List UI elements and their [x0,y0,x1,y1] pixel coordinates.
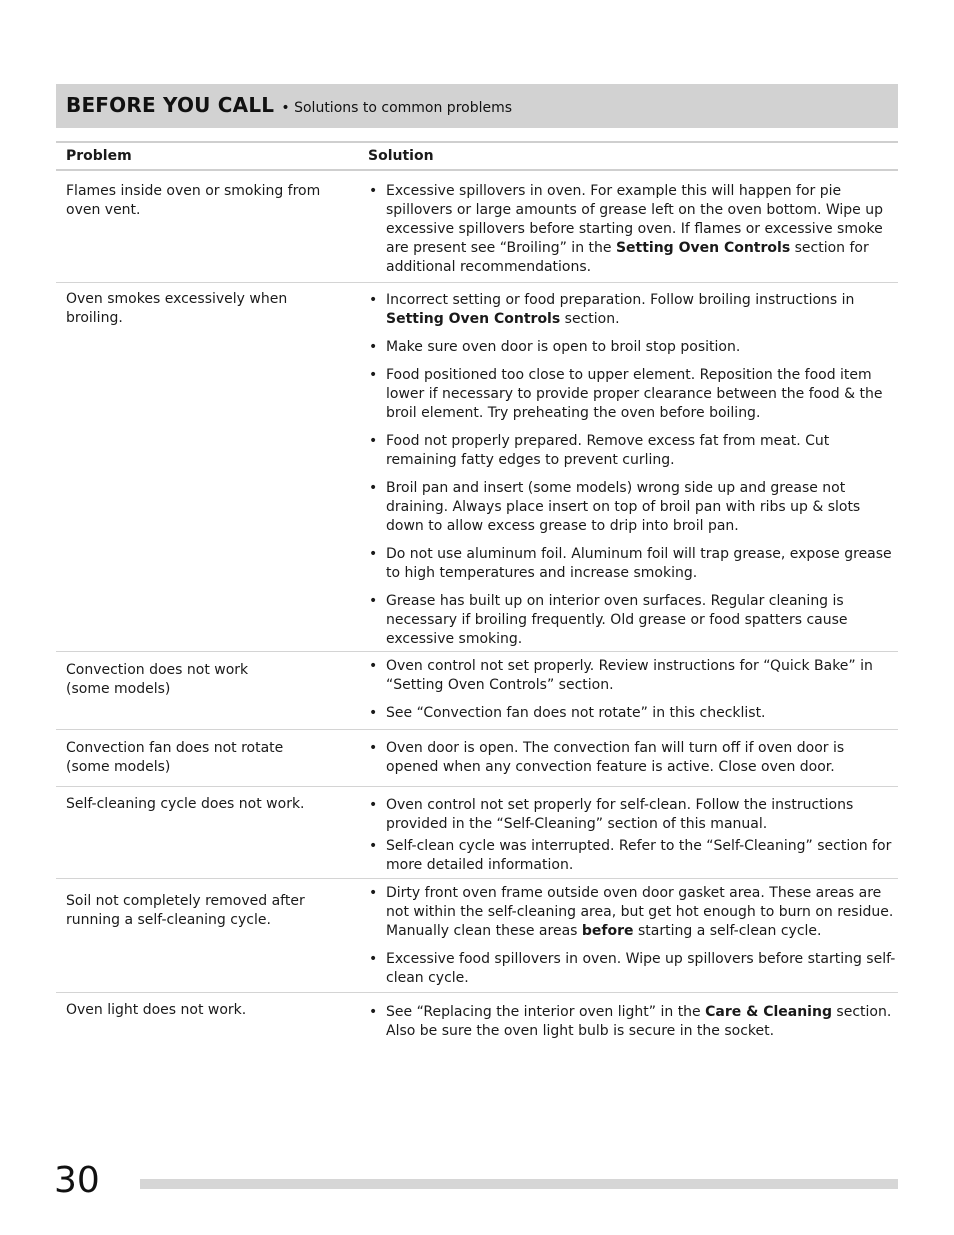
solution-text: Do not use aluminum foil. Aluminum foil will trap grease, expose grease to high temperatures and increase smoking. [386,546,892,581]
solution-item [368,291,898,329]
solution-list [368,182,898,286]
solution-text: section. Also be sure the oven light bulb is secure in the socket. [386,1004,892,1039]
solution-text: Oven control not set properly. Review instructions for “Quick Bake” in “Setting Oven Controls” section. [386,658,873,693]
solution-item [368,950,898,988]
solution-item [368,545,898,583]
column-header-problem: Problem [66,148,132,164]
footer-bar [140,1179,898,1189]
solution-text: Oven control not set properly for self-clean. Follow the instructions provided in the “Self-Cleaning” section of this manual. [386,797,854,832]
solution-item [368,432,898,470]
problem-cell: Convection fan does not rotate (some models) [66,740,284,775]
table-row [56,879,898,993]
solution-text: section. [560,311,620,327]
solution-list [368,657,898,732]
table-row [56,787,898,879]
solution-text: Self-clean cycle was interrupted. Refer to the “Self-Cleaning” section for more detailed information. [386,838,892,873]
problem-cell: Self-cleaning cycle does not work. [66,796,305,812]
solution-item [368,739,898,777]
problem-cell: Oven light does not work. [66,1002,247,1018]
solution-text: section for additional recommendations. [386,240,869,275]
solution-list [368,739,898,786]
solution-item [368,338,898,357]
solution-list [368,884,898,997]
solution-item [368,1003,898,1041]
problem-cell: Oven smokes excessively when broiling. [66,291,288,326]
solution-text: Oven door is open. The convection fan will turn off if oven door is opened when any convection feature is active. Close oven door. [386,740,845,775]
solution-text: See “Convection fan does not rotate” in this checklist. [386,705,766,721]
table-body [56,171,898,1053]
solution-text: Grease has built up on interior oven surfaces. Regular cleaning is necessary if broiling frequently. Old grease or food spatters cause excessive smoking. [386,593,848,647]
solution-text: Broil pan and insert (some models) wrong side up and grease not draining. Always place insert on top of broil pan with ribs up & slots down to allow excess grease to drip into broil pan. [386,480,861,534]
solution-emphasis: Setting Oven Controls [386,311,561,327]
solution-item [368,479,898,536]
solution-item [368,366,898,423]
solution-item [368,796,898,834]
page-number: 30 [54,1160,100,1201]
table-row [56,283,898,652]
header-band [56,84,898,128]
solution-text: Excessive spillovers in oven. For example this will happen for pie spillovers or large amounts of grease left on the oven bottom. Wipe up excessive spillovers before starting oven. If flames or excessive smoke are present see “Broiling” in the [386,183,883,256]
solution-text: Food not properly prepared. Remove excess fat from meat. Cut remaining fatty edges to prevent curling. [386,433,830,468]
solution-item [368,837,898,875]
solution-text: Make sure oven door is open to broil stop position. [386,339,741,355]
solution-text: Excessive food spillovers in oven. Wipe up spillovers before starting self-clean cycle. [386,951,896,986]
solution-list [368,796,898,878]
solution-list [368,291,898,658]
table-row [56,730,898,787]
solution-text: starting a self-clean cycle. [633,923,822,939]
solution-item [368,657,898,695]
solution-text: See “Replacing the interior oven light” in the [386,1004,706,1020]
column-header-solution: Solution [368,148,434,164]
solution-text: Incorrect setting or food preparation. Follow broiling instructions in [386,292,855,308]
table-row [56,171,898,283]
solution-item [368,704,898,723]
subtitle-text: • Solutions to common problems [281,100,513,116]
solution-emphasis: Setting Oven Controls [615,240,791,256]
solution-list [368,1003,898,1050]
solution-item [368,884,898,941]
solution-text: Food positioned too close to upper element. Reposition the food item lower if necessary to provide proper clearance between the food & the broil element. Try preheating the oven before boiling. [386,367,883,421]
troubleshooting-table [56,141,898,1053]
solution-emphasis: Care & Cleaning [705,1004,832,1020]
table-row [56,993,898,1053]
title-text: BEFORE YOU CALL [66,93,275,117]
problem-cell: Soil not completely removed after running a self-cleaning cycle. [66,893,305,928]
solution-item [368,182,898,277]
problem-cell: Convection does not work (some models) [66,662,249,697]
solution-emphasis: before [581,923,634,939]
table-row [56,652,898,730]
column-header-row [56,141,898,171]
page-title [66,93,512,117]
solution-item [368,592,898,649]
problem-cell: Flames inside oven or smoking from oven vent. [66,183,321,218]
solution-text: Dirty front oven frame outside oven door gasket area. These areas are not within the self-cleaning area, but get hot enough to burn on residue. Manually clean these areas [386,885,894,939]
